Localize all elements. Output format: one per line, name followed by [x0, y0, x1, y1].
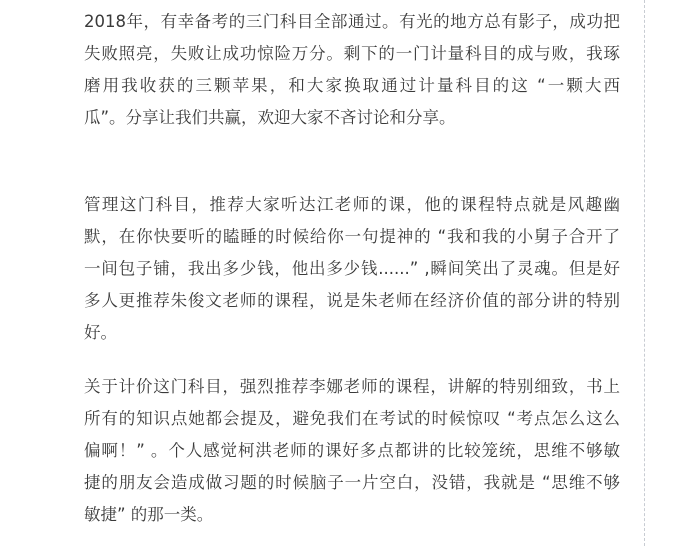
paragraph-pricing — [84, 371, 620, 531]
paragraph-intro — [84, 6, 620, 134]
text-line: 磨用我收获的三颗苹果，和大家换取通过计量科目的这 “一颗大西 — [84, 76, 620, 95]
paragraph-management — [84, 189, 620, 349]
text-line: 一间包子铺，我出多少钱，他出多少钱......” ,瞬间笑出了灵魂。但是好 — [84, 259, 620, 278]
text-line: 瓜”。分享让我们共赢，欢迎大家不吝讨论和分享。 — [84, 108, 456, 127]
text-line: 2018年，有幸备考的三门科目全部通过。有光的地方总有影子，成功把 — [84, 12, 620, 31]
text-line: 失败照亮，失败让成功惊险万分。剩下的一门计量科目的成与败，我琢 — [84, 44, 620, 63]
text-line: 好。 — [84, 323, 117, 342]
text-line: 关于计价这门科目，强烈推荐李娜老师的课程，讲解的特别细致，书上 — [84, 377, 620, 396]
text-line: 敏捷” 的那一类。 — [84, 505, 214, 524]
text-line: 默，在你快要听的瞌睡的时候给你一句提神的 “我和我的小舅子合开了 — [84, 227, 620, 246]
text-line: 捷的朋友会造成做习题的时候脑子一片空白，没错，我就是 “思维不够 — [84, 473, 620, 492]
text-line: 偏啊！” 。个人感觉柯洪老师的课好多点都讲的比较笼统，思维不够敏 — [84, 441, 620, 460]
text-line: 所有的知识点她都会提及，避免我们在考试的时候惊叹 “考点怎么这么 — [84, 409, 620, 428]
page-divider — [644, 0, 645, 546]
text-line: 多人更推荐朱俊文老师的课程，说是朱老师在经济价值的部分讲的特别 — [84, 291, 620, 310]
text-line: 管理这门科目，推荐大家听达江老师的课，他的课程特点就是风趣幽 — [84, 195, 620, 214]
